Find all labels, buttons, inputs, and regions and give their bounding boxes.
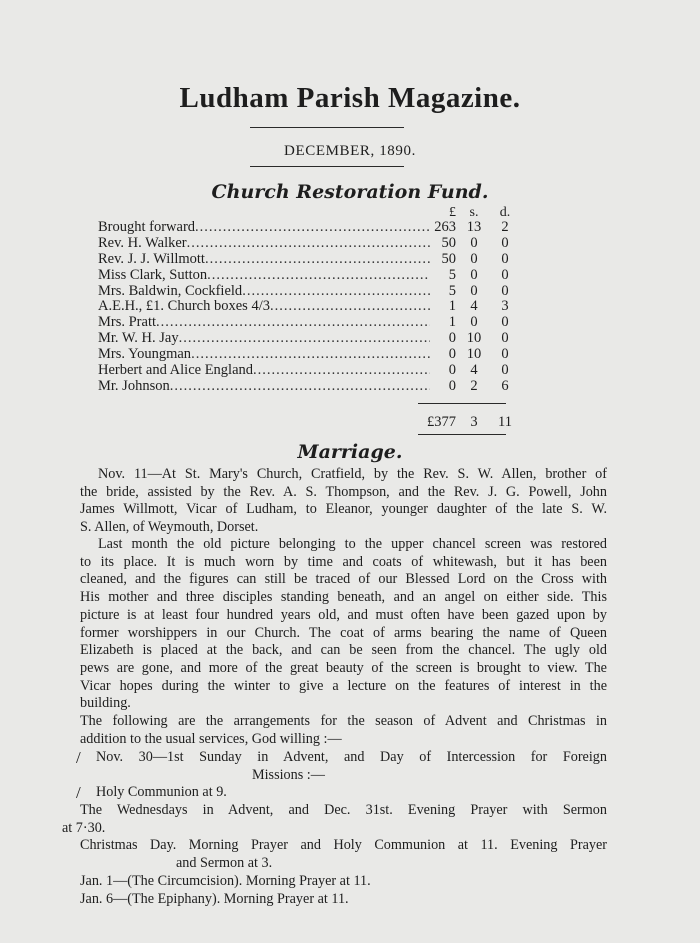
schedule-row: Christmas Day. Morning Prayer and Holy Communion at 11. Evening Prayer [80,837,607,854]
schedule-row: at 7·30. [62,819,106,836]
account-row: Brought forward ..... 263 13 2 [98,220,518,236]
masthead-title: Ludham Parish Magazine. [179,82,521,114]
account-row: A.E.H., £1. Church boxes 4/3 ..... 1 4 3 [98,299,518,315]
account-row: Herbert and Alice England ..... 0 4 0 [98,363,518,379]
pence-header: d. [499,205,511,220]
account-row: Miss Clark, Sutton ..... 5 0 0 [98,268,518,284]
total-pounds: £377 [427,414,456,430]
account-row: Rev. H. Walker ..... 50 0 0 [98,236,518,252]
account-row: Mr. Johnson ..... 0 2 6 [98,379,518,395]
total-rule-top [418,403,506,404]
fund-accounts [98,220,518,395]
schedule-row: Jan. 6—(The Epiphany). Morning Prayer at 11. [80,890,349,907]
services-schedule [62,748,607,908]
marriage-notice: Nov. 11—At St. Mary's Church, Cratfield, by the Rev. S. W. Allen, brother of the bride, assisted by the Rev. A. S. Thompson, and the Rev. J. G. Powell, John James Willmott, Vicar of Ludham, to Eleanor, younger daughter of the late S. W. S. Allen, of Weymouth, Dorset. [80,466,607,536]
masthead-rule [250,127,404,128]
tick-mark: / [76,783,81,803]
marriage-heading: Marriage. [297,441,403,463]
total-pence: 11 [498,414,512,430]
issue-date: DECEMBER, 1890. [284,143,416,159]
tick-mark: / [76,748,81,767]
pounds-header: £ [449,205,456,220]
schedule-row: / Holy Communion at 9. [76,783,227,803]
fund-total [408,414,518,431]
account-row: Mrs. Pratt ..... 1 0 0 [98,315,518,331]
schedule-row: Jan. 1—(The Circumcision). Morning Prayer at 11. [80,872,371,889]
schedule-row: / Nov. 30—1st Sunday in Advent, and Day of Intercession for Foreign [76,748,607,767]
account-row: Rev. J. J. Willmott ..... 50 0 0 [98,252,518,268]
fund-heading: Church Restoration Fund. [211,181,489,203]
date-rule [250,166,404,167]
schedule-row: and Sermon at 3. [176,855,273,872]
total-rule-bottom [418,434,506,435]
total-shillings: 3 [470,414,478,430]
account-row: Mrs. Baldwin, Cockfield ..... 5 0 0 [98,284,518,300]
account-row: Mrs. Youngman ..... 0 10 0 [98,347,518,363]
arrangements-intro: The following are the arrangements for the season of Advent and Christmas in addition to the usual services, God willing :— [80,713,607,747]
screen-restoration-paragraph: Last month the old picture belonging to the upper chancel screen was restored to its place. It is much worn by time and coats of whitewash, but it has been cleaned, and the figures can still be traced of our Blessed Lord on the Cross with His mother and three disciples standing beneath, and an angel on either side. This picture is at least four hundred years old, and must often have been gazed upon by former worshippers in our Church. The coat of arms bearing the name of Queen Elizabeth is placed at the back, and can be seen from the chancel. The ugly old pews are gone, and more of the great beauty of the screen is brought to view. The Vicar hopes during the winter to give a lecture on the features of interest in the building. [80,536,607,712]
shillings-header: s. [469,205,479,220]
schedule-row: Missions :— [252,766,325,783]
schedule-row: The Wednesdays in Advent, and Dec. 31st. Evening Prayer with Sermon [80,802,607,819]
account-row: Mr. W. H. Jay ..... 0 10 0 [98,331,518,347]
